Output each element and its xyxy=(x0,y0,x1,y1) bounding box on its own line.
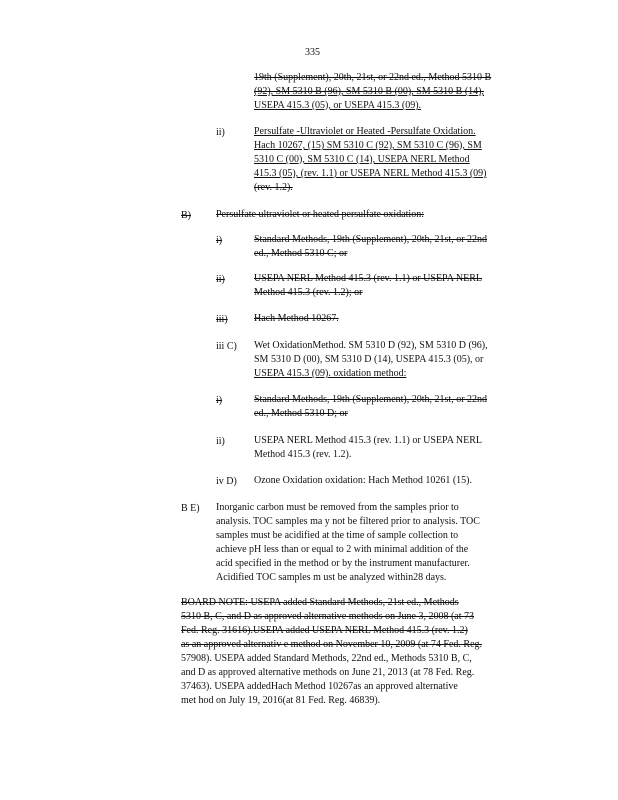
text-line: Inorganic carbon must be removed from the samples prior to xyxy=(216,502,459,513)
text-line: 37463). USEPA addedHach Method 10267as an approved alternative xyxy=(181,681,458,692)
text-line: 5310 B, C, and D as approved alternative methods on June 3, 2008 (at 73 xyxy=(181,611,474,622)
text-line: USEPA NERL Method 415.3 (rev. 1.1) or USEPA NERL xyxy=(254,273,482,284)
text-line: Hach Method 10267. xyxy=(254,313,339,324)
text-line: USEPA 415.3 (05), or USEPA 415.3 (09). xyxy=(254,100,422,111)
section-heading: Persulfate ultraviolet or heated persulfate oxidation: xyxy=(216,209,424,220)
text-line: and D as approved alternative methods on June 21, 2013 (at 78 Fed. Reg. xyxy=(181,667,475,678)
text-line: 5310 C (00), SM 5310 C (14), USEPA NERL Method xyxy=(254,154,470,165)
text-line: Standard Methods, 19th (Supplement), 20th, 21st, or 22nd xyxy=(254,234,488,245)
text-line: acid specified in the method or by the instrument manufacturer. xyxy=(216,558,470,569)
text-line: met hod on July 19, 2016(at 81 Fed. Reg. 46839). xyxy=(181,695,381,706)
text-line: Wet OxidationMethod. SM 5310 D (92), SM 5310 D (96), xyxy=(254,340,488,351)
item-marker: ii) xyxy=(216,127,225,138)
section-marker: B) xyxy=(181,210,191,221)
text-line: BOARD NOTE: USEPA added Standard Methods, 21st ed., Methods xyxy=(181,597,459,608)
text-line: Acidified TOC samples m ust be analyzed within28 days. xyxy=(216,572,447,583)
text-line: SM 5310 D (00), SM 5310 D (14), USEPA 415.3 (05), or xyxy=(254,354,484,365)
text-line: as an approved alternativ e method on November 10, 2009 (at 74 Fed. Reg. xyxy=(181,639,483,650)
item-marker: ii) xyxy=(216,274,225,285)
text-line: ed., Method 5310 D; or xyxy=(254,408,348,419)
item-marker: i) xyxy=(216,395,223,406)
section-marker: B E) xyxy=(181,503,200,514)
text-line: Ozone Oxidation oxidation: Hach Method 10261 (15). xyxy=(254,475,473,486)
text-line: (rev. 1.2). xyxy=(254,182,293,193)
text-line: Standard Methods, 19th (Supplement), 20th, 21st, or 22nd xyxy=(254,394,488,405)
text-line: Persulfate -Ultraviolet or Heated -Persulfate Oxidation. xyxy=(254,126,476,137)
text-line: achieve pH less than or equal to 2 with minimal addition of the xyxy=(216,544,469,555)
text-line: Method 415.3 (rev. 1.2). xyxy=(254,449,352,460)
text-line: 19th (Supplement), 20th, 21st, or 22nd ed., Method 5310 B xyxy=(254,72,492,83)
item-marker: i) xyxy=(216,235,223,246)
item-marker: iii) xyxy=(216,314,228,325)
text-line: USEPA NERL Method 415.3 (rev. 1.1) or USEPA NERL xyxy=(254,435,482,446)
item-marker: ii) xyxy=(216,436,225,447)
text-line: USEPA 415.3 (09). oxidation method: xyxy=(254,368,407,379)
text-line: Fed. Reg. 31616).USEPA added USEPA NERL Method 415.3 (rev. 1.2) xyxy=(181,625,468,636)
text-line: Hach 10267, (15) SM 5310 C (92), SM 5310 C (96), SM xyxy=(254,140,482,151)
text-line: Method 415.3 (rev. 1.2); or xyxy=(254,287,363,298)
text-line: (92), SM 5310 B (96), SM 5310 B (00), SM 5310 B (14), xyxy=(254,86,485,97)
text-line: analysis. TOC samples ma y not be filtered prior to analysis. TOC xyxy=(216,516,480,527)
text-line: samples must be acidified at the time of sample collection to xyxy=(216,530,459,541)
text-line: ed., Method 5310 C; or xyxy=(254,248,348,259)
item-marker: iii C) xyxy=(216,341,237,352)
text-line: 57908). USEPA added Standard Methods, 22nd ed., Methods 5310 B, C, xyxy=(181,653,472,664)
text-line: 415.3 (05), (rev. 1.1) or USEPA NERL Method 415.3 (09) xyxy=(254,168,487,179)
page-number: 335 xyxy=(305,47,320,58)
item-marker: iv D) xyxy=(216,476,237,487)
